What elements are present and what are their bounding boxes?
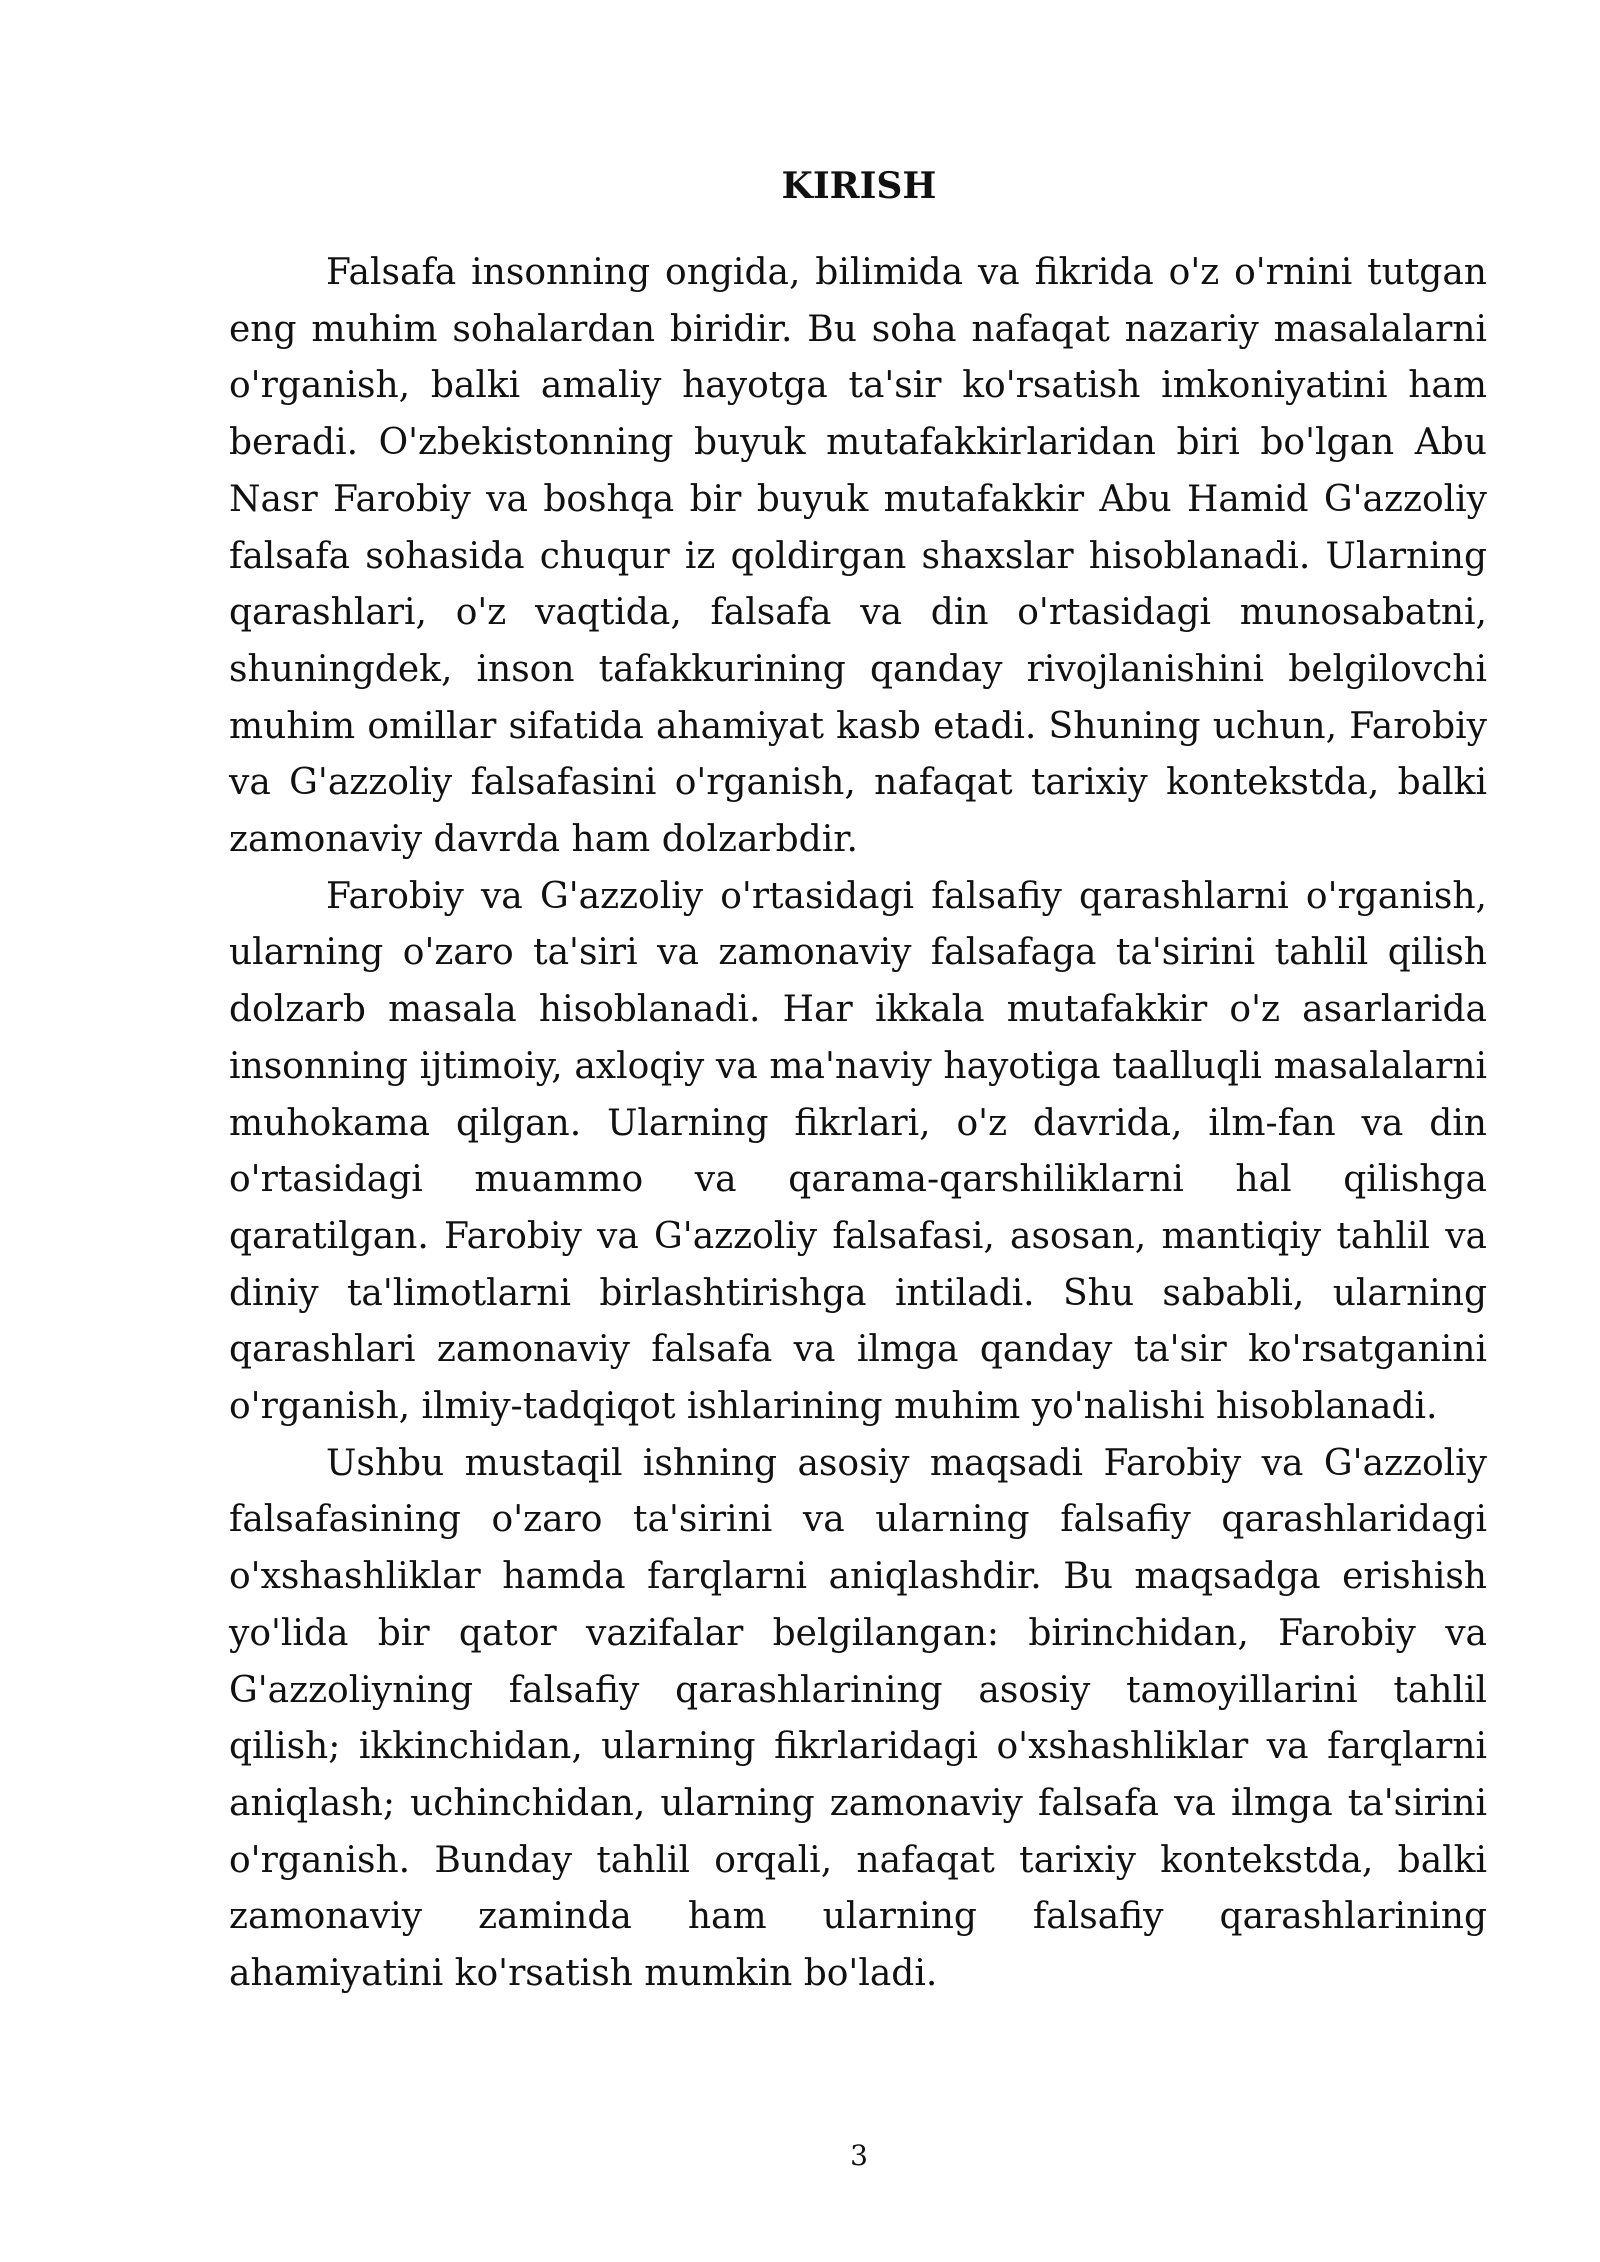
page-title: KIRISH xyxy=(781,165,937,207)
body-text xyxy=(229,245,1487,2003)
paragraph-2: Farobiy va G'azzoliy o'rtasidagi falsafiy qarashlarni o'rganish, ularning o'zaro ta'siri va zamonaviy falsafaga ta'sirini tahlil qilish dolzarb masala hisoblanadi. Har ikkala mutafakkir o'z asarlarida insonning ijtimoiy, axloqiy va ma'naviy hayotiga taalluqli masalalarni muhokama qilgan. Ularning fikrlari, o'z davrida, ilm-fan va din o'rtasidagi muammo va qarama-qarshiliklarni hal qilishga qaratilgan. Farobiy va G'azzoliy falsafasi, asosan, mantiqiy tahlil va diniy ta'limotlarni birlashtirishga intiladi. Shu sababli, ularning qarashlari zamonaviy falsafa va ilmga qanday ta'sir ko'rsatganini o'rganish, ilmiy-tadqiqot ishlarining muhim yo'nalishi hisoblanadi. xyxy=(229,875,1487,1428)
paragraph-1: Falsafa insonning ongida, bilimida va fikrida o'z o'rnini tutgan eng muhim sohalardan biridir. Bu soha nafaqat nazariy masalalarni o'rganish, balki amaliy hayotga ta'sir ko'rsatish imkoniyatini ham beradi. O'zbekistonning buyuk mutafakkirlaridan biri bo'lgan Abu Nasr Farobiy va boshqa bir buyuk mutafakkir Abu Hamid G'azzoliy falsafa sohasida chuqur iz qoldirgan shaxslar hisoblanadi. Ularning qarashlari, o'z vaqtida, falsafa va din o'rtasidagi munosabatni, shuningdek, inson tafakkurining qanday rivojlanishini belgilovchi muhim omillar sifatida ahamiyat kasb etadi. Shuning uchun, Farobiy va G'azzoliy falsafasini o'rganish, nafaqat tarixiy kontekstda, balki zamonaviy davrda ham dolzarbdir. xyxy=(229,252,1487,861)
paragraph-3: Ushbu mustaqil ishning asosiy maqsadi Farobiy va G'azzoliy falsafasining o'zaro ta'sirini va ularning falsafiy qarashlaridagi o'xshashliklar hamda farqlarni aniqlashdir. Bu maqsadga erishish yo'lida bir qator vazifalar belgilangan: birinchidan, Farobiy va G'azzoliyning falsafiy qarashlarining asosiy tamoyillarini tahlil qilish; ikkinchidan, ularning fikrlaridagi o'xshashliklar va farqlarni aniqlash; uchinchidan, ularning zamonaviy falsafa va ilmga ta'sirini o'rganish. Bunday tahlil orqali, nafaqat tarixiy kontekstda, balki zamonaviy zaminda ham ularning falsafiy qarashlarining ahamiyatini ko'rsatish mumkin bo'ladi. xyxy=(229,1442,1487,1995)
page-number: 3 xyxy=(850,2139,868,2172)
